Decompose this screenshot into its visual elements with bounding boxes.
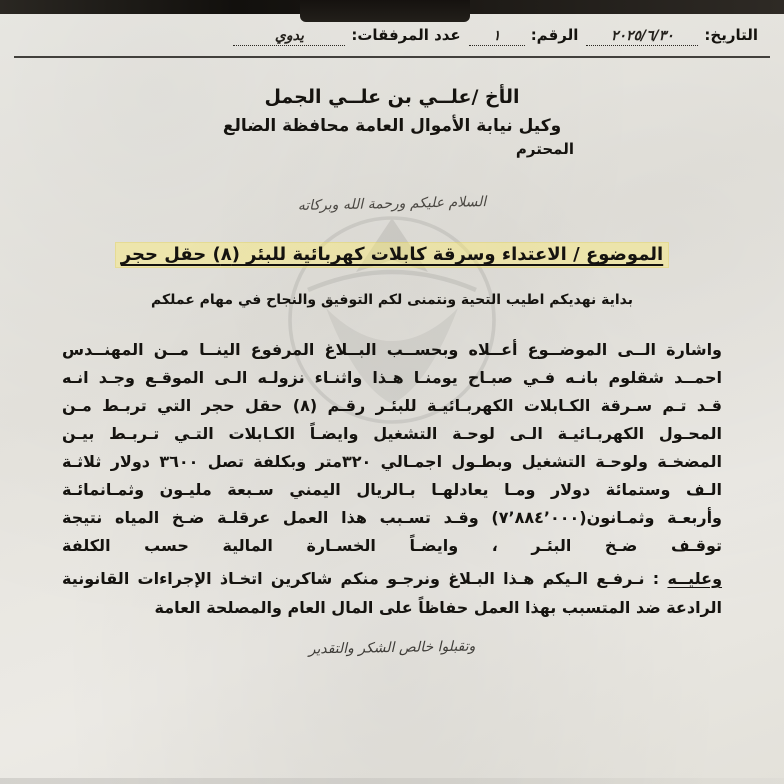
number-value: ١ (469, 28, 525, 46)
scan-top-notch (300, 0, 470, 22)
header-divider (14, 56, 770, 58)
addressee-name: الأخ /علــي بن علــي الجمل (264, 86, 520, 108)
addressee-title: وكيل نيابة الأموال العامة محافظة الضالع (222, 116, 562, 136)
subject-text: الموضوع / الاعتداء وسرقة كابلات كهربائية للبئر (٨) حقل حجر (115, 242, 669, 268)
document-header-row (26, 26, 758, 46)
date-label: التاريخ: (704, 26, 758, 44)
thanks-line: وتقبلوا خالص الشكر والتقدير (308, 638, 476, 658)
closing-text: : نـرفـع الـيكم هـذا البـلاغ ونرجـو منكم شاكرين اتخـاذ الإجراءات القانونية الرادعة ضد المتسبب بهذا العمل حفاظاً على المال العام والمصلحة العامة (62, 569, 722, 617)
greeting-line: بداية نهديكم اطيب التحية ونتمنى لكم التوفيق والنجاح في مهام عملكم (151, 292, 633, 308)
scan-bottom-edge (0, 778, 784, 784)
number-label: الرقم: (530, 26, 579, 44)
body-paragraph: واشارة الــى الموضــوع أعــلاه وبحســب البــلاغ المرفوع الينــا مــن المهنــدس احمــد شقلوم بانـه فـي صبـاح يومنـا هـذا واثنـاء نزولـه الـى الموقـع وجـد انـه قـد تـم سـرقة الكـابلات الكهربـائيـة للبئـر رقـم (٨) حقل حجر التي تربـط مـن المحـول الكهربـائيـة الـى لوحـة التشغيل وايضـاً الكـابلات التـي تـربـط بيـن المضخـة ولوحـة التشغيل وبطـول اجمـالي ٣٢٠متر وبكلفة تصل ٣٦٠٠ دولار ثلاثـة الـف وستمائة دولار ومـا يعادلهـا بـالريال اليمني سـبعة مليـون وثمـانمائـة وأربعـة وثمـانون(٧٬٨٨٤٬٠٠٠) وقـد تسـبب هذا العمل عرقلـة ضـخ المياه نتيجة توقـف ضـخ البئـر ، وايضـاً الخسـارة المالية حسب الكلفة (62, 340, 723, 555)
addressee-block (40, 86, 744, 136)
date-value: ٢٠٢٥/٦/٣٠ (586, 28, 698, 46)
attachments-value: يدوي (233, 28, 345, 46)
salutation-line: السلام عليكم ورحمة الله وبركاته (297, 194, 487, 214)
number-field (469, 26, 579, 46)
date-field (586, 26, 758, 46)
subject-block (0, 242, 784, 268)
closing-paragraph (62, 565, 722, 623)
closing-label: وعليــه (667, 569, 723, 588)
addressee-respect: المحترم (515, 140, 574, 158)
attachments-label: عدد المرفقات: (351, 26, 461, 44)
attachments-field (233, 26, 460, 46)
